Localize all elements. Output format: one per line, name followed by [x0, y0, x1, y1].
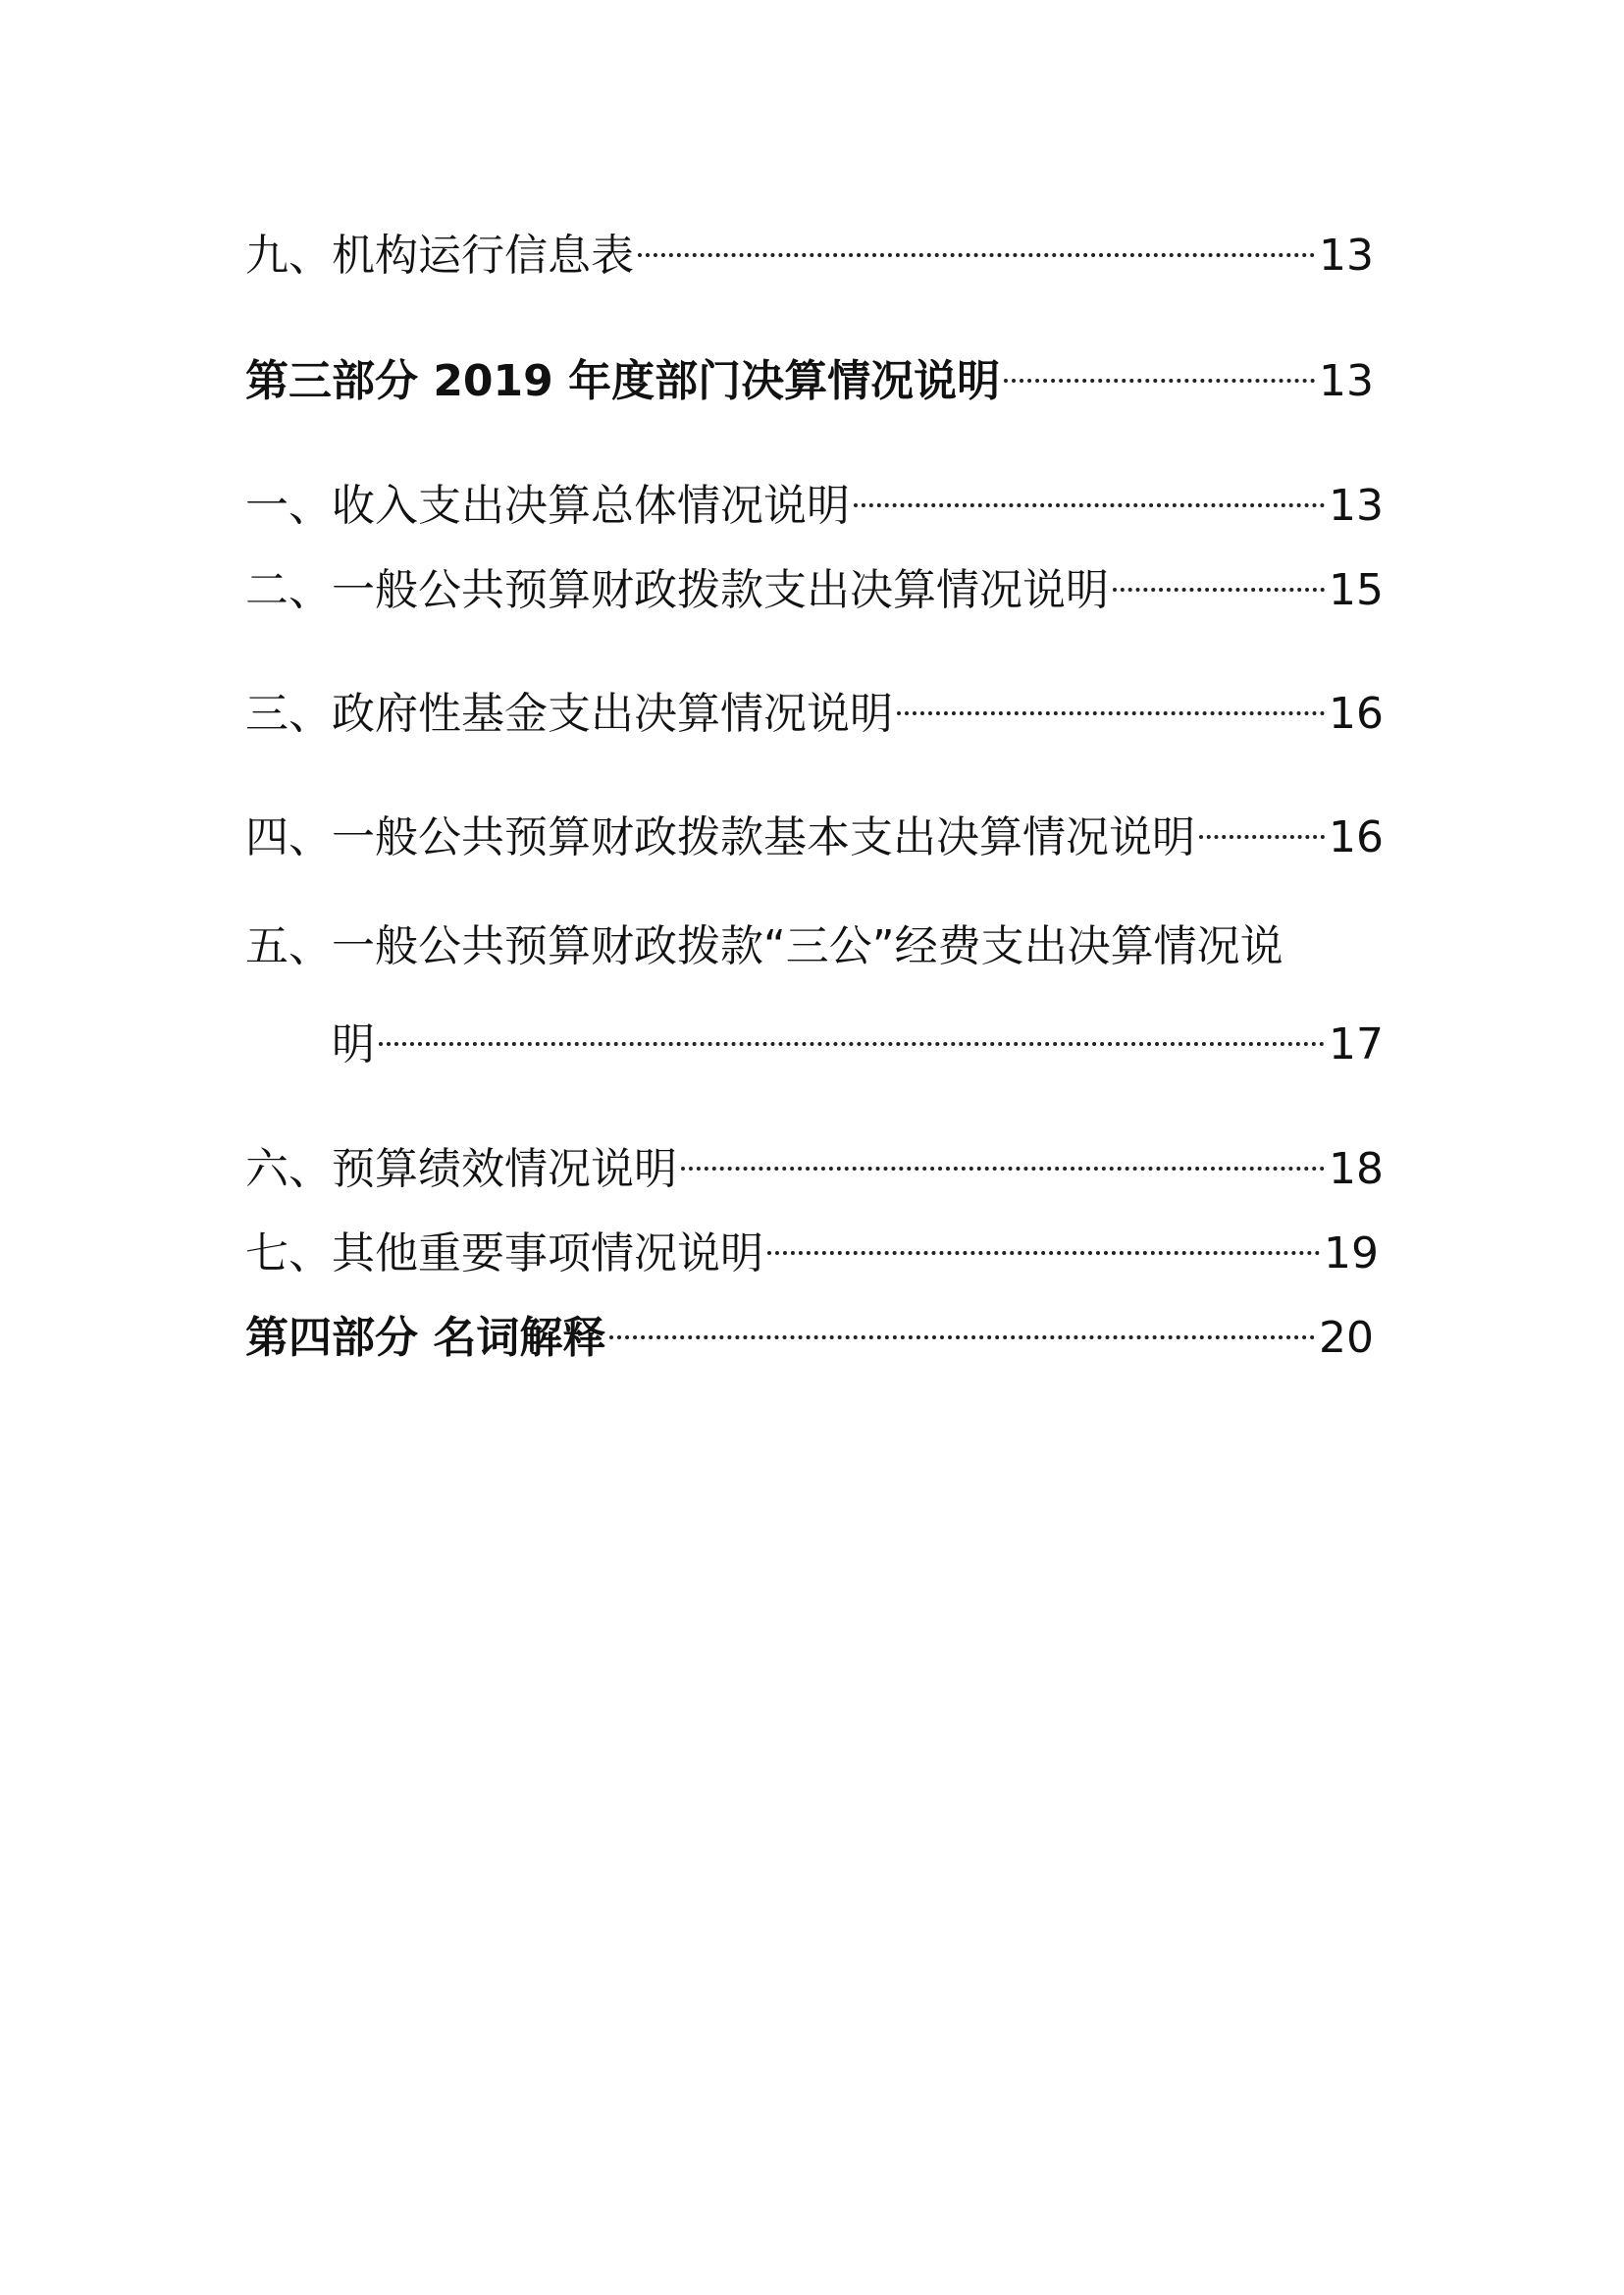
toc-entry-title: 三、政府性基金支出决算情况说明	[245, 689, 893, 739]
toc-entry-page-number: 18	[1329, 1144, 1384, 1194]
toc-entry-title-continued: 明	[332, 1019, 375, 1069]
dot-leader	[638, 211, 1315, 270]
dot-leader	[767, 1209, 1320, 1268]
toc-entry-jiu[interactable]	[245, 211, 1374, 286]
toc-entry-wu[interactable]	[245, 917, 1384, 1074]
toc-entry-page-number: 20	[1319, 1313, 1374, 1363]
toc-entry-title: 九、机构运行信息表	[245, 231, 634, 281]
toc-entry-yi[interactable]	[245, 461, 1384, 536]
dot-leader	[379, 1000, 1325, 1059]
dot-leader	[854, 461, 1325, 520]
toc-entry-continuation	[245, 1000, 1384, 1074]
dot-leader	[1004, 337, 1315, 395]
toc-entry-part-three[interactable]	[245, 337, 1374, 411]
toc-entry-title: 五、一般公共预算财政拨款“三公”经费支出决算情况说	[245, 921, 1283, 971]
toc-entry-page-number: 16	[1329, 812, 1384, 862]
toc-entry-page-number: 13	[1329, 481, 1384, 531]
toc-entry-title: 二、一般公共预算财政拨款支出决算情况说明	[245, 565, 1109, 615]
toc-entry-liu[interactable]	[245, 1124, 1384, 1199]
toc-entry-page-number: 19	[1324, 1228, 1379, 1278]
dot-leader	[897, 669, 1325, 728]
toc-entry-page-number: 17	[1329, 1019, 1384, 1069]
dot-leader	[1199, 793, 1325, 852]
dot-leader	[681, 1124, 1325, 1183]
toc-entry-er[interactable]	[245, 546, 1384, 620]
toc-entry-title: 六、预算绩效情况说明	[245, 1144, 677, 1194]
toc-entry-title: 四、一般公共预算财政拨款基本支出决算情况说明	[245, 812, 1195, 862]
toc-entry-page-number: 13	[1319, 356, 1374, 406]
toc-entry-page-number: 15	[1329, 565, 1384, 615]
dot-leader	[609, 1293, 1315, 1352]
toc-entry-title: 第三部分 2019 年度部门决算情况说明	[245, 356, 1001, 406]
dot-leader	[1113, 546, 1325, 604]
toc-entry-title: 七、其他重要事项情况说明	[245, 1228, 763, 1278]
toc-entry-page-number: 13	[1319, 231, 1374, 281]
toc-entry-san[interactable]	[245, 669, 1384, 744]
toc-entry-qi[interactable]	[245, 1209, 1379, 1283]
toc-entry-title: 第四部分 名词解释	[245, 1313, 606, 1363]
toc-entry-si[interactable]	[245, 793, 1384, 867]
toc-entry-page-number: 16	[1329, 689, 1384, 739]
toc-entry-title: 一、收入支出决算总体情况说明	[245, 481, 850, 531]
toc-entry-part-four[interactable]	[245, 1293, 1374, 1368]
